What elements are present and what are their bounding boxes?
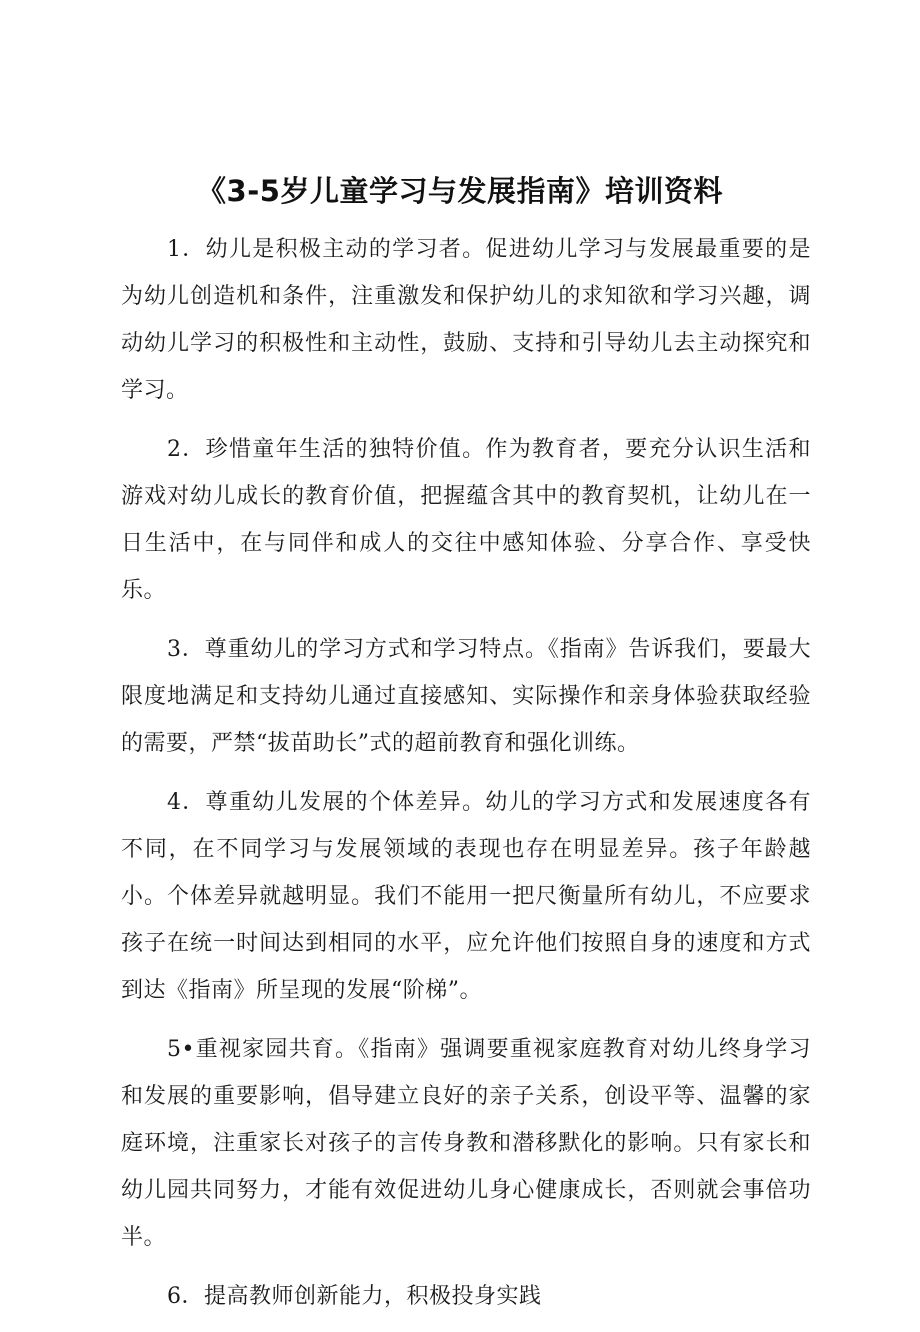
paragraph-3: 3．尊重幼儿的学习方式和学习特点。《指南》告诉我们，要最大限度地满足和支持幼儿通过直接感知、实际操作和亲身体验获取经验的需要，严禁“拔苗助长”式的超前教育和强化训练。 [121,637,811,756]
paragraph-1: 1．幼儿是积极主动的学习者。促进幼儿学习与发展最重要的是为幼儿创造机和条件，注重激发和保护幼儿的求知欲和学习兴趣，调动幼儿学习的积极性和主动性，鼓励、支持和引导幼儿去主动探究和学习。 [121,237,811,403]
document-body [121,226,811,1332]
paragraph-2: 2．珍惜童年生活的独特价值。作为教育者，要充分认识生活和游戏对幼儿成长的教育价值，把握蕴含其中的教育契机，让幼儿在一日生活中，在与同伴和成人的交往中感知体验、分享合作、享受快乐。 [121,437,811,603]
paragraph-4: 4．尊重幼儿发展的个体差异。幼儿的学习方式和发展速度各有不同，在不同学习与发展领域的表现也存在明显差异。孩子年龄越小。个体差异就越明显。我们不能用一把尺衡量所有幼儿，不应要求孩子在统一时间达到相同的水平，应允许他们按照自身的速度和方式到达《指南》所呈现的发展“阶梯”。 [121,790,811,1003]
paragraph-5: 5•重视家园共育。《指南》强调要重视家庭教育对幼儿终身学习和发展的重要影响，倡导建立良好的亲子关系，创设平等、温馨的家庭环境，注重家长对孩子的言传身教和潜移默化的影响。只有家长和幼儿园共同努力，才能有效促进幼儿身心健康成长，否则就会事倍功半。 [121,1037,811,1250]
paragraph-6: 6．提高教师创新能力，积极投身实践 [167,1284,542,1309]
document-title: 《3-5岁儿童学习与发展指南》培训资料 [197,174,723,208]
